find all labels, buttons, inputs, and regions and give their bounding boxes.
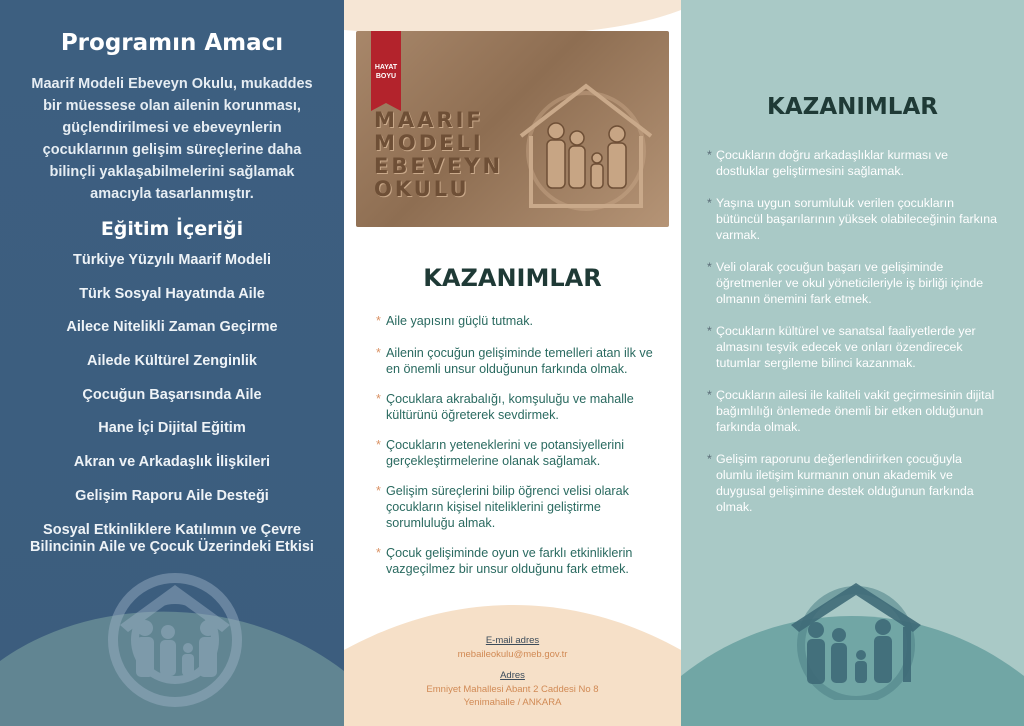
address-label: Adres [500, 670, 525, 681]
list-item: * Çocuk gelişiminde oyun ve farklı etkinliklerin vazgeçilmez bir unsur olduğunu fark etmek. [376, 546, 633, 576]
asterisk-bullet-icon: * [707, 452, 712, 466]
list-item: Türkiye Yüzyılı Maarif Modeli [73, 252, 271, 268]
asterisk-bullet-icon: * [707, 260, 712, 274]
list-item: * Yaşına uygun sorumluluk verilen çocukların bütüncül başarılarının yüksek olabileceğinin farkına varmak. [707, 196, 998, 242]
asterisk-bullet-icon: * [376, 392, 381, 406]
family-house-icon [100, 570, 250, 710]
family-house-icon [511, 76, 661, 216]
list-item: Çocuğun Başarısında Aile [82, 386, 262, 403]
list-item: Ailece Nitelikli Zaman Geçirme [66, 319, 278, 336]
list-item: * Gelişim raporunu değerlendirirken çocuğuyla olumlu iletişim kurmanın onun akademik ve duygusal gelişimine destek olduğunun farkında olmak. [707, 452, 974, 514]
asterisk-bullet-icon: * [707, 388, 712, 402]
middle-panel [344, 0, 681, 726]
asterisk-bullet-icon: * [707, 148, 712, 162]
list-item: * Ailenin çocuğun gelişiminde temelleri atan ilk ve en önemli unsur olduğunun farkında olmak. [376, 346, 653, 376]
education-content-list [20, 252, 324, 555]
ribbon-badge: HAYAT BOYU [371, 31, 401, 103]
address-line: Yenimahalle / ANKARA [463, 697, 562, 708]
right-panel [681, 0, 1024, 726]
asterisk-bullet-icon: * [376, 314, 381, 328]
left-panel [0, 0, 344, 726]
achievements-list-middle [376, 313, 666, 577]
program-purpose-title: Programın Amacı [60, 30, 284, 56]
brand-wordmark: MAARIF MODELI EBEVEYN OKULU [374, 108, 504, 201]
list-item: Sosyal Etkinliklere Katılımın ve Çevre Bilincinin Aile ve Çocuk Üzerindeki Etkisi [30, 521, 314, 555]
asterisk-bullet-icon: * [707, 324, 712, 338]
contact-block [344, 635, 681, 708]
email-link[interactable]: mebaileokulu@meb.gov.tr [457, 649, 568, 660]
achievements-heading-right: KAZANIMLAR [767, 94, 938, 120]
address-line: Emniyet Mahallesi Abant 2 Caddesi No 8 [426, 684, 599, 695]
achievements-list-right [707, 147, 999, 515]
program-logo-image [356, 31, 669, 227]
asterisk-bullet-icon: * [376, 484, 381, 498]
list-item: Ailede Kültürel Zenginlik [87, 353, 257, 370]
list-item: * Gelişim süreçlerini bilip öğrenci velisi olarak çocukların kişisel niteliklerini geliştirme sorumluluğu almak. [376, 484, 629, 530]
achievements-heading-middle: KAZANIMLAR [423, 264, 602, 292]
asterisk-bullet-icon: * [376, 546, 381, 560]
list-item: Hane İçi Dijital Eğitim [98, 420, 246, 437]
list-item: * Çocukların kültürel ve sanatsal faaliyetlerde yer almasını teşvik edecek ve onları özendirecek tutumlar sergileme bilinci kazanmak. [707, 324, 976, 370]
list-item: * Çocukların doğru arkadaşlıklar kurması ve dostluklar geliştirmesini sağlamak. [707, 148, 949, 178]
list-item: Türk Sosyal Hayatında Aile [79, 285, 265, 302]
list-item: * Çocuklara akrabalığı, komşuluğu ve mahalle kültürünü öğreterek sevdirmek. [376, 392, 634, 422]
asterisk-bullet-icon: * [376, 438, 381, 452]
list-item: Gelişim Raporu Aile Desteği [75, 487, 269, 504]
family-house-icon [781, 575, 931, 700]
list-item: * Çocukların ailesi ile kaliteli vakit geçirmesinin dijital bağımlılığı önlemede önemli bir etken olduğunun farkında olmak. [707, 388, 995, 434]
education-content-title: Eğitim İçeriği [100, 218, 244, 240]
email-label: E-mail adres [485, 635, 540, 646]
list-item: Akran ve Arkadaşlık İlişkileri [73, 454, 271, 471]
list-item: * Çocukların yeteneklerini ve potansiyellerini gerçekleştirmelerine olanak sağlamak. [376, 438, 625, 468]
program-purpose-text: Maarif Modeli Ebeveyn Okulu, mukaddes bir müessese olan ailenin korunması, güçlendirilmesi ve ebeveynlerin çocuklarının gelişim süreçlerine daha bilinçli yaklaşabilmelerini sağlamak amacıyla tasarlanmıştır. [31, 76, 313, 202]
list-item: * Aile yapısını güçlü tutmak. [376, 314, 533, 328]
asterisk-bullet-icon: * [707, 196, 712, 210]
list-item: * Veli olarak çocuğun başarı ve gelişiminde öğretmenler ve okul yöneticileriyle iş birliği içinde olmanın önemini fark etmek. [707, 260, 984, 306]
asterisk-bullet-icon: * [376, 346, 381, 360]
